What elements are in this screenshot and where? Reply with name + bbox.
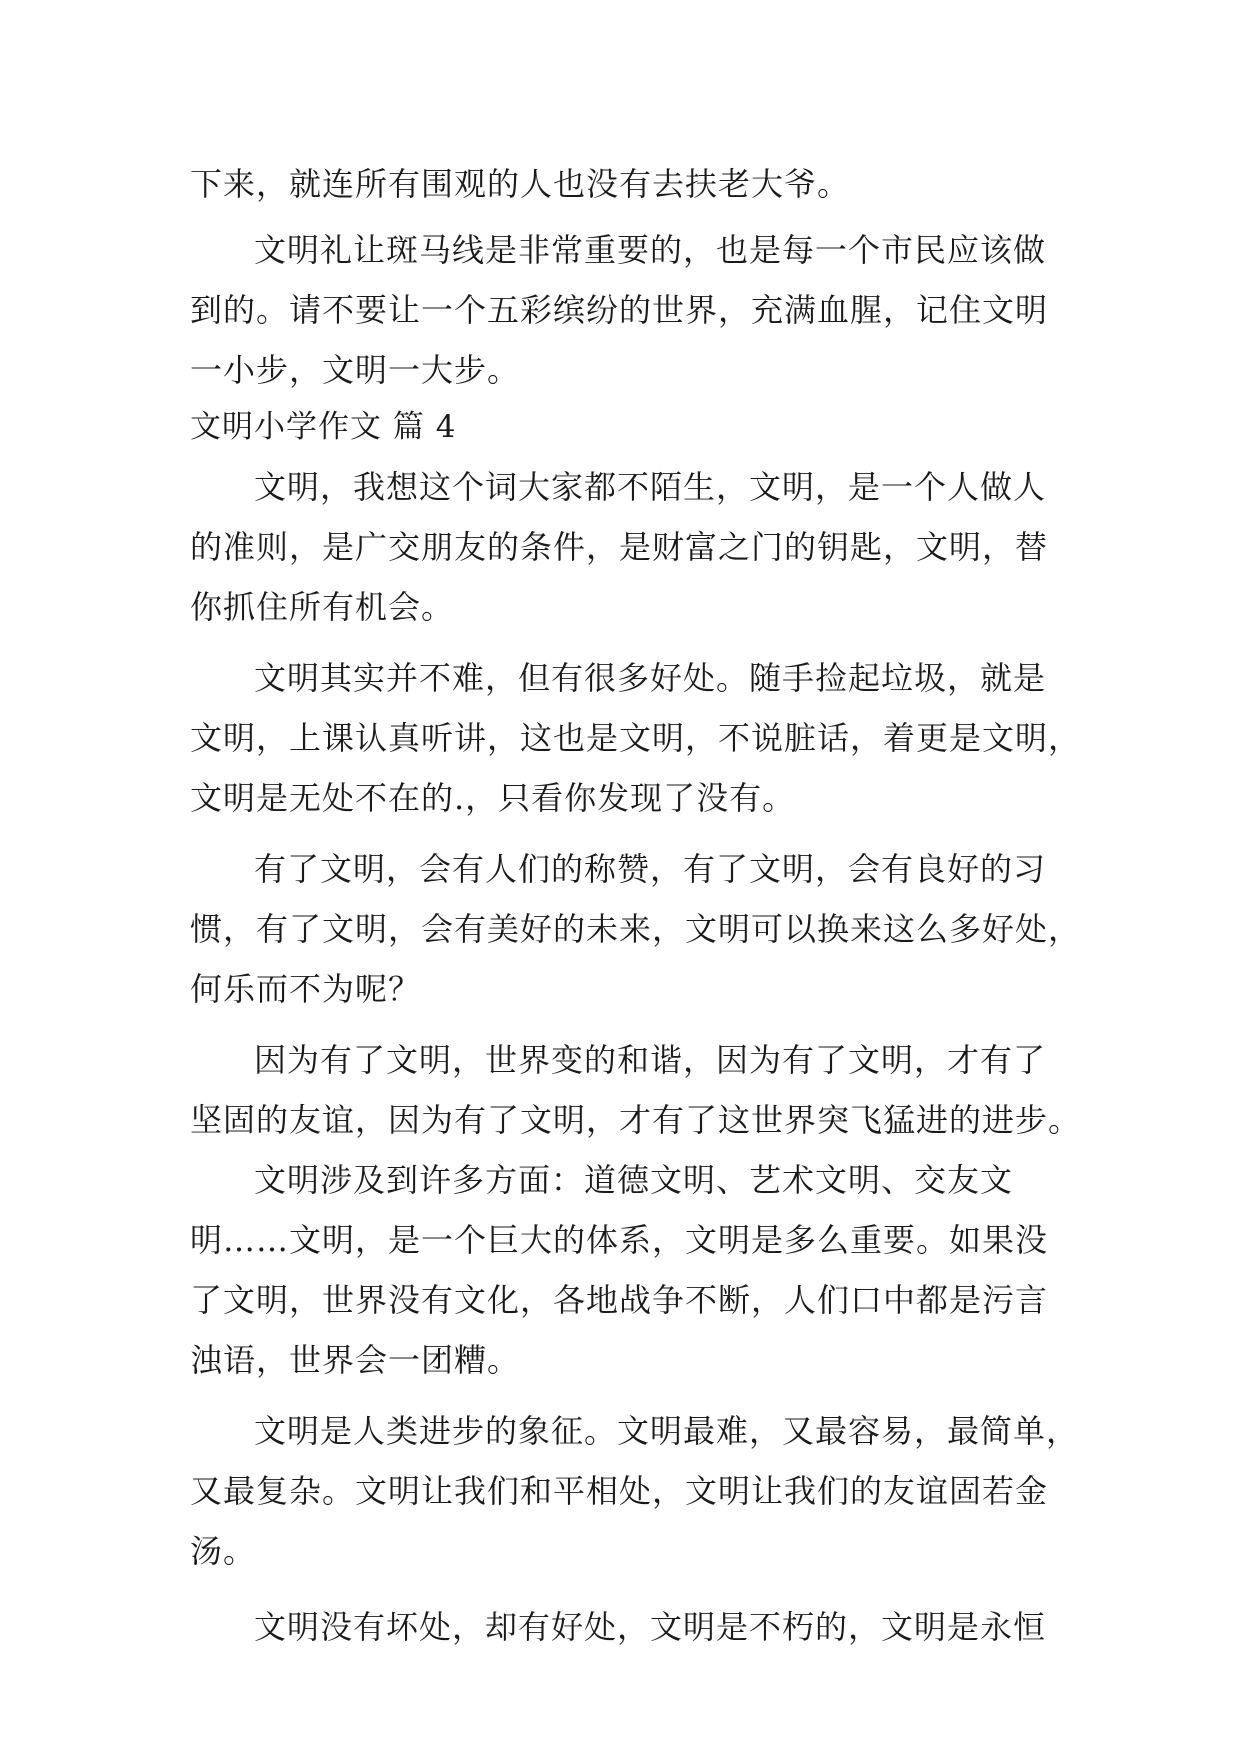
text-line: 了文明，世界没有文化，各地战争不断，人们口中都是污言 (190, 1281, 1049, 1319)
text-line: 明……文明，是一个巨大的体系，文明是多么重要。如果没 (190, 1221, 1049, 1259)
text-line: 到的。请不要让一个五彩缤纷的世界，充满血腥，记住文明 (190, 291, 1049, 329)
paragraph-start-line: 文明涉及到许多方面：道德文明、艺术文明、交友文 (254, 1161, 1014, 1199)
text-line: 文明是无处不在的.，只看你发现了没有。 (190, 779, 796, 817)
paragraph-start-line: 因为有了文明，世界变的和谐，因为有了文明，才有了 (254, 1041, 1047, 1079)
article-body (190, 154, 1082, 1657)
section-heading: 文明小学作文 篇 4 (190, 409, 457, 445)
paragraph-start-line: 文明，我想这个词大家都不陌生，文明，是一个人做人 (254, 468, 1047, 506)
paragraph-start-line: 文明是人类进步的象征。文明最难，又最容易，最简单， (254, 1412, 1080, 1450)
text-line: 下来，就连所有围观的人也没有去扶老大爷。 (190, 165, 851, 203)
text-line: 文明，上课认真听讲，这也是文明，不说脏话，着更是文明， (190, 719, 1082, 757)
text-line: 浊语，世界会一团糟。 (190, 1341, 521, 1379)
text-line: 惯，有了文明，会有美好的未来，文明可以换来这么多好处， (190, 910, 1082, 948)
text-line: 一小步，文明一大步。 (190, 351, 521, 389)
text-line: 的准则，是广交朋友的条件，是财富之门的钥匙，文明，替 (190, 528, 1049, 566)
text-line: 又最复杂。文明让我们和平相处，文明让我们的友谊固若金 (190, 1472, 1049, 1510)
text-line: 坚固的友谊，因为有了文明，才有了这世界突飞猛进的进步。 (190, 1101, 1082, 1139)
paragraph-start-line: 有了文明，会有人们的称赞，有了文明，会有良好的习 (254, 850, 1047, 888)
text-line: 何乐而不为呢？ (190, 970, 422, 1008)
text-line: 汤。 (190, 1532, 257, 1570)
paragraph-start-line: 文明其实并不难，但有很多好处。随手捡起垃圾，就是 (254, 659, 1047, 697)
text-line: 你抓住所有机会。 (190, 588, 455, 626)
paragraph-start-line: 文明礼让斑马线是非常重要的，也是每一个市民应该做 (254, 231, 1047, 269)
paragraph-start-line: 文明没有坏处，却有好处，文明是不朽的，文明是永恒 (254, 1608, 1047, 1646)
